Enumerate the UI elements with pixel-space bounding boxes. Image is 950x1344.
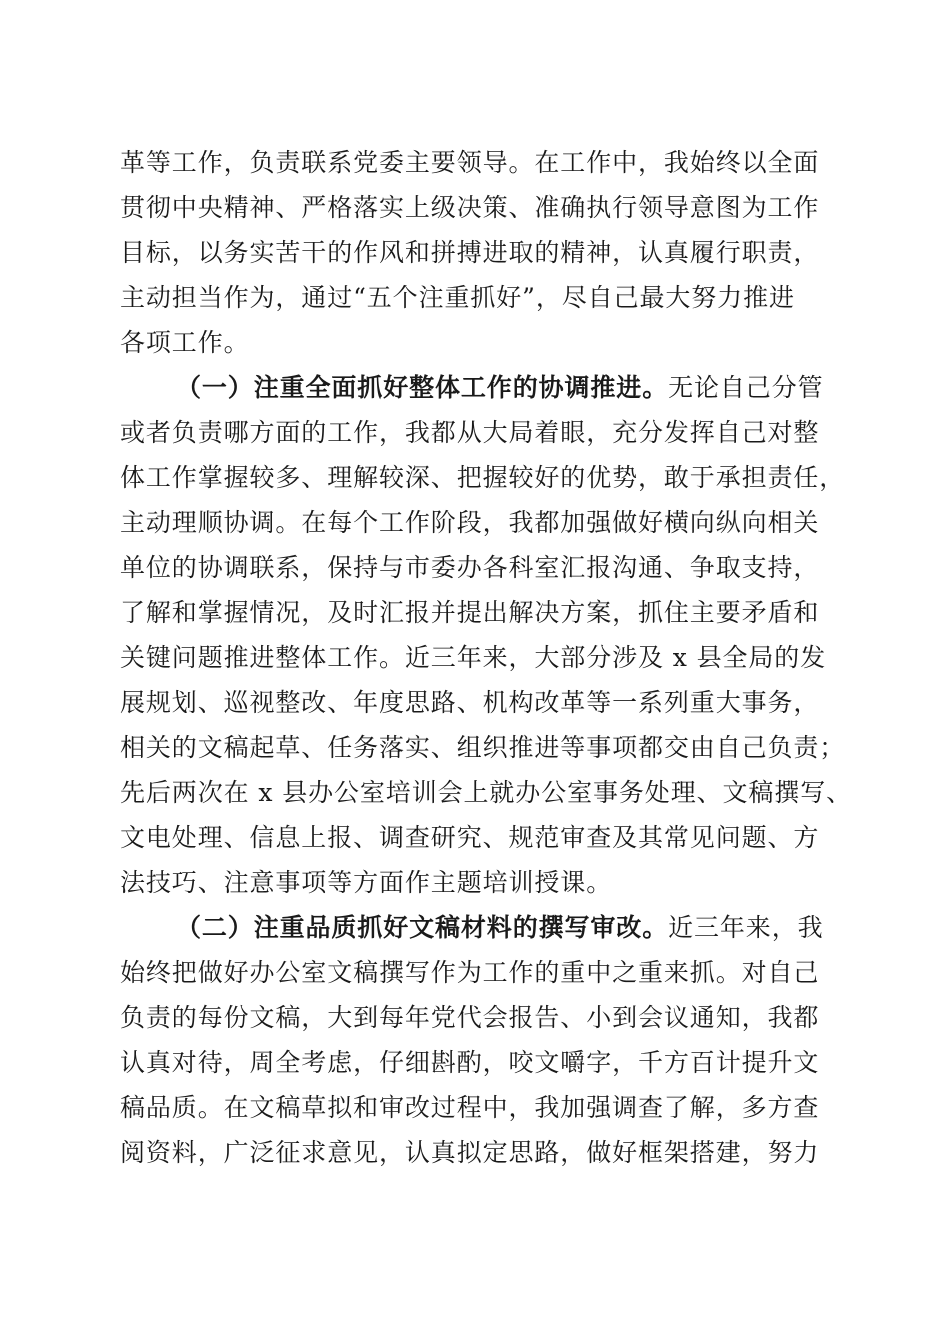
section-2-line: 负责的每份文稿，大到每年党代会报告、小到会议通知，我都 [120,1003,820,1032]
document-body [120,140,852,1175]
section-1-line: 先后两次在 x 县办公室培训会上就办公室事务处理、文稿撰写、 [120,778,852,807]
body-line: 革等工作，负责联系党委主要领导。在工作中，我始终以全面 [120,148,820,177]
body-line: 各项工作。 [120,328,250,357]
section-1-line: 了解和掌握情况，及时汇报并提出解决方案，抓住主要矛盾和 [120,598,820,627]
section-1-line: 单位的协调联系，保持与市委办各科室汇报沟通、争取支持， [120,553,820,582]
section-2-line: 认真对待，周全考虑，仔细斟酌，咬文嚼字，千方百计提升文 [120,1048,820,1077]
section-2-line: 阅资料，广泛征求意见，认真拟定思路，做好框架搭建，努力 [120,1138,820,1167]
section-1-heading: （一）注重全面抓好整体工作的协调推进。 [176,373,669,402]
section-1-line: 关键问题推进整体工作。近三年来，大部分涉及 x 县全局的发 [120,643,827,672]
section-1-line: 相关的文稿起草、任务落实、组织推进等事项都交由自己负责； [120,733,846,762]
section-2-line: 稿品质。在文稿草拟和审改过程中，我加强调查了解，多方查 [120,1093,820,1122]
section-1-first-line [120,365,840,410]
section-2-line: 始终把做好办公室文稿撰写作为工作的重中之重来抓。对自己 [120,958,820,987]
section-1-line: 展规划、巡视整改、年度思路、机构改革等一系列重大事务， [120,688,820,717]
section-2-heading: （二）注重品质抓好文稿材料的撰写审改。 [176,913,669,942]
section-1-line: 文电处理、信息上报、调查研究、规范审查及其常见问题、方 [120,823,820,852]
section-1-line: 或者负责哪方面的工作，我都从大局着眼，充分发挥自己对整 [120,418,820,447]
section-1-line: 体工作掌握较多、理解较深、把握较好的优势，敢于承担责任， [120,463,846,492]
section-1-line: 主动理顺协调。在每个工作阶段，我都加强做好横向纵向相关 [120,508,820,537]
section-2-first-line [120,905,840,950]
section-2-first-line-text: 近三年来，我 [668,913,824,942]
body-line: 目标，以务实苦干的作风和拼搏进取的精神，认真履行职责， [120,238,820,267]
body-line: 主动担当作为，通过“五个注重抓好”，尽自己最大努力推进 [120,283,795,312]
section-1-first-line-text: 无论自己分管 [668,373,824,402]
body-line: 贯彻中央精神、严格落实上级决策、准确执行领导意图为工作 [120,193,820,222]
section-1-line: 法技巧、注意事项等方面作主题培训授课。 [120,868,613,897]
